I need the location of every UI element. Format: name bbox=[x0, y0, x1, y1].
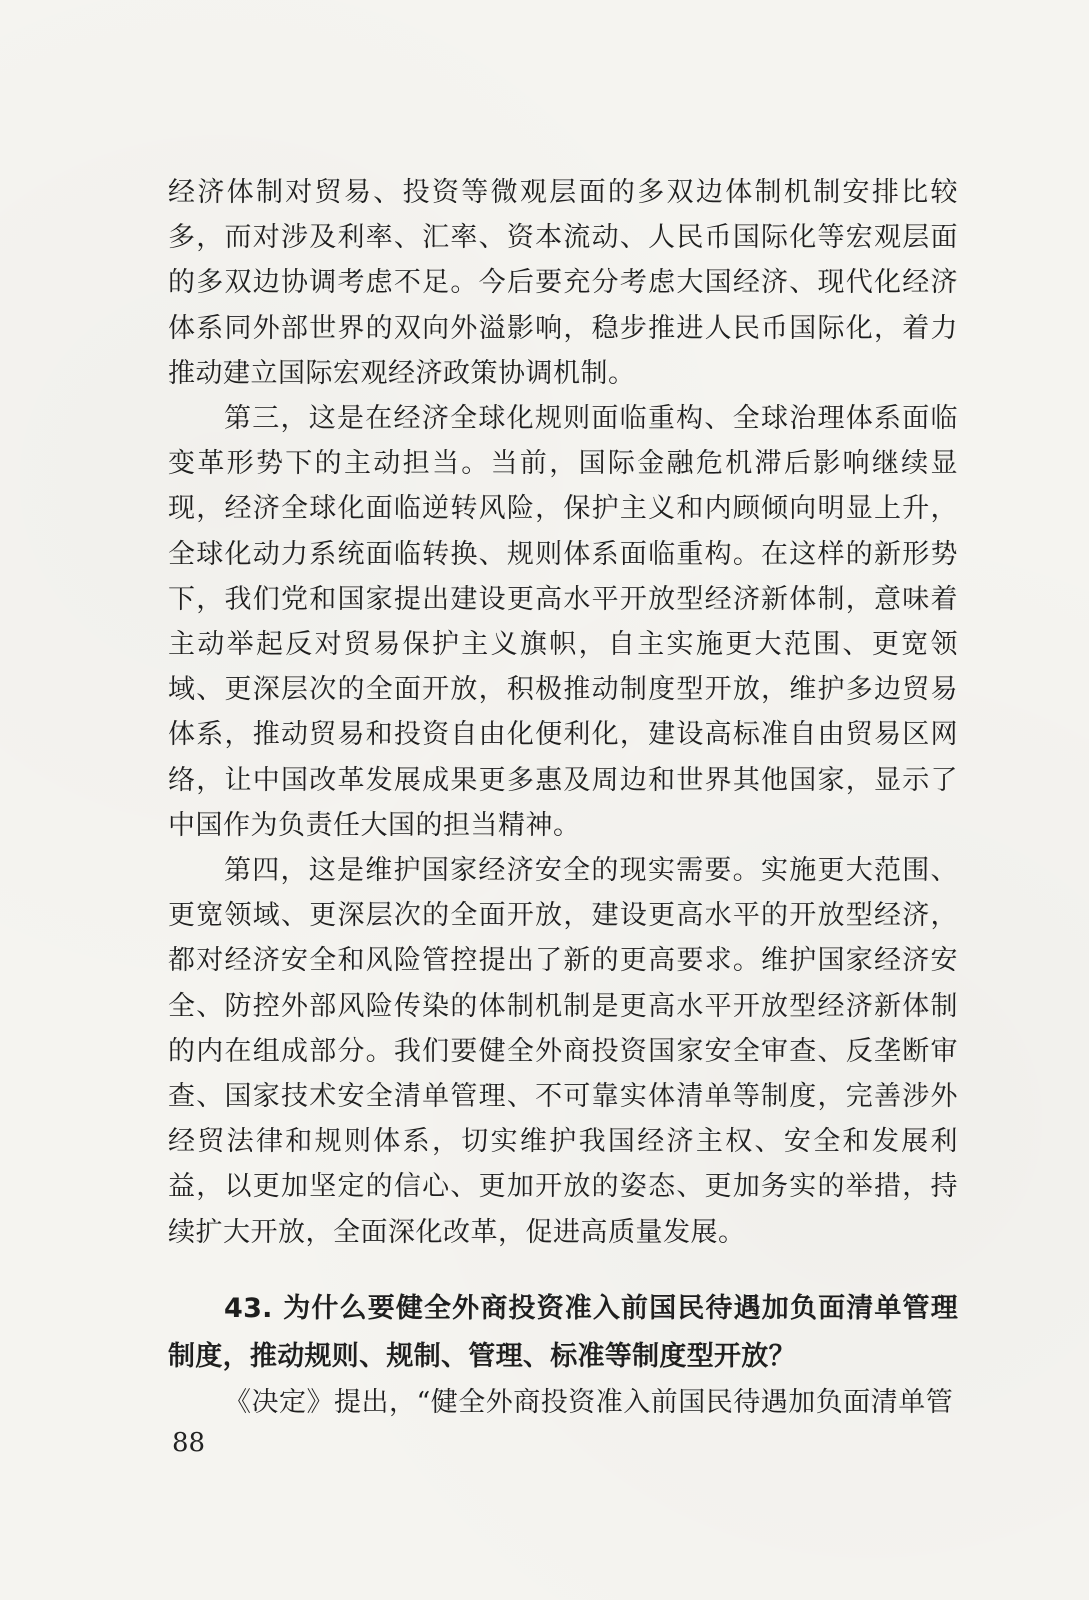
question-heading: 43. 为什么要健全外商投资准入前国民待遇加负面清单管理制度，推动规则、规制、管理、标准等制度型开放？ bbox=[168, 1293, 958, 1372]
paragraph-continued: 经济体制对贸易、投资等微观层面的多双边体制机制安排比较多，而对涉及利率、汇率、资本流动、人民币国际化等宏观层面的多双边协调考虑不足。今后要充分考虑大国经济、现代化经济体系同外部世界的双向外溢影响，稳步推进人民币国际化，着力推动建立国际宏观经济政策协调机制。 bbox=[168, 177, 958, 389]
page-number: 88 bbox=[172, 1428, 206, 1458]
paragraph-fourth-point: 第四，这是维护国家经济安全的现实需要。实施更大范围、更宽领域、更深层次的全面开放，建设更高水平的开放型经济，都对经济安全和风险管控提出了新的更高要求。维护国家经济安全、防控外部风险传染的体制机制是更高水平开放型经济新体制的内在组成部分。我们要健全外商投资国家安全审查、反垄断审查、国家技术安全清单管理、不可靠实体清单等制度，完善涉外经贸法律和规则体系，切实维护我国经济主权、安全和发展利益，以更加坚定的信心、更加开放的姿态、更加务实的举措，持续扩大开放，全面深化改革，促进高质量发展。 bbox=[168, 855, 958, 1248]
paragraph-third-point: 第三，这是在经济全球化规则面临重构、全球治理体系面临变革形势下的主动担当。当前，国际金融危机滞后影响继续显现，经济全球化面临逆转风险，保护主义和内顾倾向明显上升，全球化动力系统面临转换、规则体系面临重构。在这样的新形势下，我们党和国家提出建设更高水平开放型经济新体制，意味着主动举起反对贸易保护主义旗帜，自主实施更大范围、更宽领域、更深层次的全面开放，积极推动制度型开放，维护多边贸易体系，推动贸易和投资自由化便利化，建设高标准自由贸易区网络，让中国改革发展成果更多惠及周边和世界其他国家，显示了中国作为负责任大国的担当精神。 bbox=[168, 403, 958, 841]
body-text bbox=[168, 170, 958, 1255]
answer-first-line: 《决定》提出，“健全外商投资准入前国民待遇加负面清单管 bbox=[224, 1387, 954, 1418]
